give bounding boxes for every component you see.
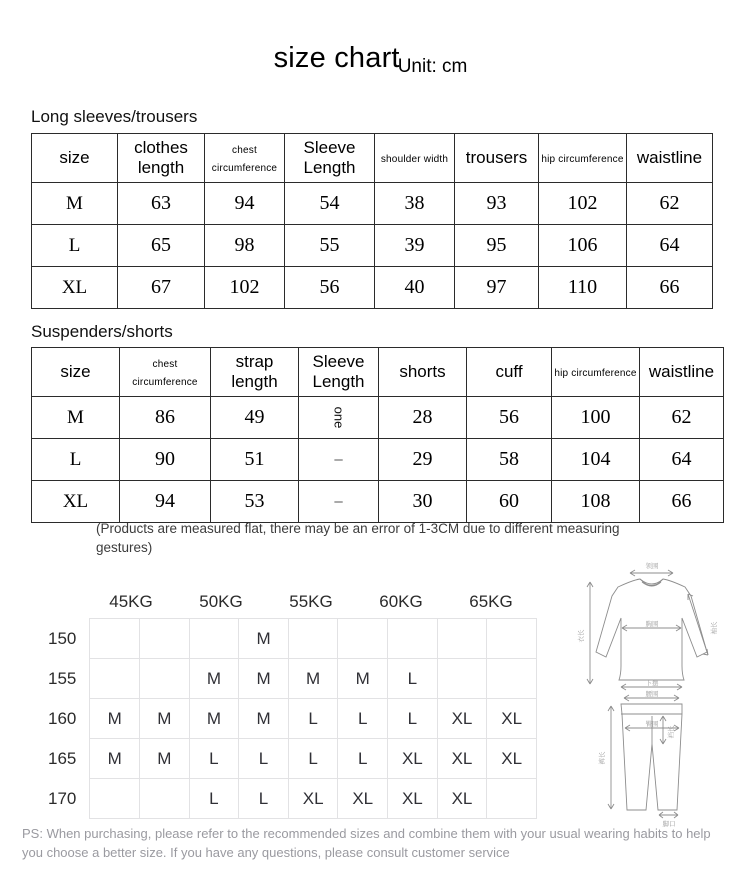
grid-cell-size: XL <box>288 779 338 819</box>
grid-cell-size: M <box>189 699 239 739</box>
column-header: trousers <box>455 134 539 183</box>
table-cell: 56 <box>285 267 375 309</box>
grid-cell-size: L <box>239 739 289 779</box>
height-axis-label: 150 <box>48 628 77 648</box>
garment-diagrams <box>566 556 738 834</box>
grid-cell-size: L <box>189 739 239 779</box>
column-header: chest circumference <box>205 134 285 183</box>
table-row <box>32 183 713 225</box>
table-cell: 102 <box>539 183 627 225</box>
table-cell: 94 <box>120 481 211 523</box>
table-cell: 30 <box>379 481 467 523</box>
column-header: chest circumference <box>120 348 211 397</box>
table-cell: 65 <box>118 225 205 267</box>
grid-cell-size: XL <box>437 739 487 779</box>
table-cell: 40 <box>375 267 455 309</box>
table-cell: 38 <box>375 183 455 225</box>
table-header-row <box>32 348 724 397</box>
cuff-measure-line <box>659 812 678 818</box>
table-cell: 66 <box>627 267 713 309</box>
grid-cell-empty <box>90 779 140 819</box>
grid-cell-size: L <box>338 739 388 779</box>
table-cell: – <box>299 481 379 523</box>
top-garment-outline <box>596 579 707 680</box>
table-cell: 110 <box>539 267 627 309</box>
column-header: hip circumference <box>552 348 640 397</box>
grid-cell-empty <box>437 659 487 699</box>
table-cell: 51 <box>211 439 299 481</box>
table-cell: 100 <box>552 397 640 439</box>
column-header: Sleeve Length <box>285 134 375 183</box>
section-caption-suspenders: Suspenders/shorts <box>31 322 173 341</box>
grid-cell-size: L <box>388 699 438 739</box>
table-cell: 93 <box>455 183 539 225</box>
table-cell: 97 <box>455 267 539 309</box>
diagram-label-group <box>576 561 718 828</box>
table-cell: 56 <box>467 397 552 439</box>
grid-row <box>47 619 537 659</box>
grid-cell-size: L <box>338 699 388 739</box>
grid-cell-empty <box>487 659 537 699</box>
grid-cell-size: M <box>90 699 140 739</box>
grid-cell-empty <box>487 779 537 819</box>
table-row <box>32 481 724 523</box>
table-cell: M <box>32 397 120 439</box>
table-cell: 29 <box>379 439 467 481</box>
title-main-text: size chart <box>273 42 400 74</box>
column-header: cuff <box>467 348 552 397</box>
grid-cell-empty <box>140 659 190 699</box>
grid-cell-size: M <box>338 659 388 699</box>
measurement-table-suspenders <box>31 347 724 523</box>
table-cell: 94 <box>205 183 285 225</box>
grid-cell-size: XL <box>388 779 438 819</box>
table-cell: 66 <box>640 481 724 523</box>
grid-cell-size: XL <box>437 699 487 739</box>
table-header-row <box>32 134 713 183</box>
grid-cell-size: L <box>239 779 289 819</box>
column-header: shorts <box>379 348 467 397</box>
table-cell: 55 <box>285 225 375 267</box>
table-cell: 54 <box>285 183 375 225</box>
table-cell: 67 <box>118 267 205 309</box>
grid-cell-size: M <box>90 739 140 779</box>
table-cell: 39 <box>375 225 455 267</box>
diagram-label-cuff: 脚口 <box>662 820 676 828</box>
grid-cell-empty <box>487 619 537 659</box>
grid-cell-empty <box>189 619 239 659</box>
collar-measure-line <box>630 570 673 576</box>
grid-cell-empty <box>140 779 190 819</box>
column-header: clothes length <box>118 134 205 183</box>
column-header: size <box>32 348 120 397</box>
purchase-note: PS: When purchasing, please refer to the recommended sizes and combine them with your usual wearing habits to help you choose a better size. If you have any questions, please consult customer service <box>22 826 711 860</box>
diagram-label-waist: 腰围 <box>645 690 659 698</box>
table-cell: – <box>299 439 379 481</box>
weight-axis-label: 60KG <box>379 592 423 611</box>
table-cell: 28 <box>379 397 467 439</box>
grid-cell-size: XL <box>487 739 537 779</box>
table-cell: 62 <box>640 397 724 439</box>
section-caption-long-sleeves: Long sleeves/trousers <box>31 107 198 126</box>
measurement-table-long-sleeves <box>31 133 713 309</box>
grid-cell-size: M <box>288 659 338 699</box>
column-header: hip circumference <box>539 134 627 183</box>
grid-row <box>47 779 537 819</box>
grid-cell-size: XL <box>388 739 438 779</box>
diagram-label-collar: 领围 <box>645 562 659 570</box>
grid-cell-empty <box>90 619 140 659</box>
table-cell: 63 <box>118 183 205 225</box>
diagram-label-hip: 臀围 <box>645 720 659 728</box>
table-cell: M <box>32 183 118 225</box>
table-cell: 108 <box>552 481 640 523</box>
grid-cell-empty <box>388 619 438 659</box>
rise-measure-line <box>660 716 666 744</box>
size-recommendation-chart <box>47 592 537 819</box>
diagram-label-body-length: 衣长 <box>577 629 585 643</box>
grid-cell-size: M <box>140 699 190 739</box>
grid-cell-size: XL <box>437 779 487 819</box>
table-cell: 106 <box>539 225 627 267</box>
column-header: size <box>32 134 118 183</box>
diagram-label-sleeve-length: 袖长 <box>710 621 718 635</box>
height-axis-label: 155 <box>48 668 77 688</box>
height-weight-grid <box>47 618 537 819</box>
grid-cell-size: XL <box>487 699 537 739</box>
table-cell: XL <box>32 481 120 523</box>
grid-cell-empty <box>140 619 190 659</box>
trouser-length-measure-line <box>608 706 614 809</box>
column-header: waistline <box>627 134 713 183</box>
weight-axis-label: 45KG <box>109 592 153 611</box>
grid-row <box>47 699 537 739</box>
body-length-measure-line <box>587 582 593 684</box>
weight-axis-labels <box>86 592 537 618</box>
column-header: Sleeve Length <box>299 348 379 397</box>
height-axis-label: 165 <box>48 748 77 768</box>
table-cell: L <box>32 439 120 481</box>
weight-axis-label: 50KG <box>199 592 243 611</box>
table-cell: 98 <box>205 225 285 267</box>
table-cell: 64 <box>640 439 724 481</box>
table-row <box>32 439 724 481</box>
column-header: strap length <box>211 348 299 397</box>
grid-row <box>47 659 537 699</box>
table-cell: 102 <box>205 267 285 309</box>
table-cell: 58 <box>467 439 552 481</box>
table-cell: 95 <box>455 225 539 267</box>
grid-cell-size: L <box>388 659 438 699</box>
table-cell: 104 <box>552 439 640 481</box>
table-cell: XL <box>32 267 118 309</box>
grid-cell-size: M <box>140 739 190 779</box>
grid-cell-size: L <box>189 779 239 819</box>
title-unit-text: Unit: cm <box>397 56 468 77</box>
table-cell: 62 <box>627 183 713 225</box>
table-row <box>32 267 713 309</box>
page-title <box>0 42 743 75</box>
table-row <box>32 225 713 267</box>
diagram-label-chest: 胸围 <box>645 620 659 628</box>
sleeve-length-measure-line <box>688 594 708 655</box>
flat-measure-note: (Products are measured flat, there may be an error of 1-3CM due to different measuring gestures) <box>96 521 620 555</box>
table-cell: one <box>299 397 379 439</box>
grid-cell-empty <box>437 619 487 659</box>
grid-cell-empty <box>288 619 338 659</box>
table-cell: L <box>32 225 118 267</box>
grid-cell-empty <box>338 619 388 659</box>
weight-axis-label: 65KG <box>469 592 513 611</box>
grid-cell-size: XL <box>338 779 388 819</box>
diagram-label-hem: 下摆 <box>645 679 659 687</box>
diagram-label-rise: 裆长 <box>667 725 675 739</box>
grid-cell-size: M <box>239 659 289 699</box>
grid-row <box>47 739 537 779</box>
column-header: waistline <box>640 348 724 397</box>
grid-cell-size: M <box>239 619 289 659</box>
table-cell: 90 <box>120 439 211 481</box>
grid-cell-size: M <box>239 699 289 739</box>
grid-cell-size: M <box>189 659 239 699</box>
diagram-label-trouser-length: 裤长 <box>598 751 606 765</box>
grid-cell-size: L <box>288 739 338 779</box>
column-header: shoulder width <box>375 134 455 183</box>
table-cell: 53 <box>211 481 299 523</box>
grid-cell-size: L <box>288 699 338 739</box>
height-axis-label: 170 <box>48 788 77 808</box>
grid-cell-empty <box>90 659 140 699</box>
table-cell: 86 <box>120 397 211 439</box>
table-cell: 60 <box>467 481 552 523</box>
table-cell: 49 <box>211 397 299 439</box>
garment-diagram-svg <box>566 556 738 834</box>
weight-axis-label: 55KG <box>289 592 333 611</box>
height-axis-label: 160 <box>48 708 77 728</box>
table-row <box>32 397 724 439</box>
table-cell: 64 <box>627 225 713 267</box>
